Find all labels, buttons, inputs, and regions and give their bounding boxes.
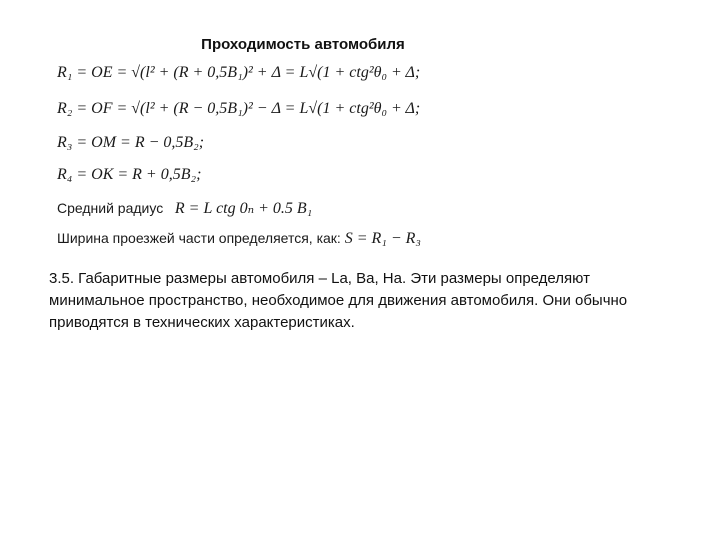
formula-r4: R₄ = OK = R + 0,5B₂; [57,166,202,183]
formula-r3: R₃ = OM = R − 0,5B₂; [57,134,205,151]
formula-r2: R₂ = OF = √(l² + (R − 0,5B₁)² − Δ = L√(1 + ctg²θ₀ + Δ; [57,100,421,117]
formula-r1: R₁ = OE = √(l² + (R + 0,5B₁)² + Δ = L√(1 + ctg²θ₀ + Δ; [57,64,421,81]
roadway-width-formula: S = R₁ − R₃ [344,230,421,247]
body-paragraph: 3.5. Габаритные размеры автомобиля – La, Ba, Ha. Эти размеры определяют минимальное пространство, необходимое для движения автомобиля. Они обычно приводятся в технических характеристиках. [49,270,628,331]
roadway-width-line [57,230,421,248]
average-radius-line [57,198,312,218]
average-radius-label: Средний радиус [57,200,164,216]
average-radius-formula: R = L ctg 0ₙ + 0.5 B₁ [174,200,313,217]
slide-title: Проходимость автомобиля [201,36,405,53]
roadway-width-label: Ширина проезжей части определяется, как: [57,230,341,246]
